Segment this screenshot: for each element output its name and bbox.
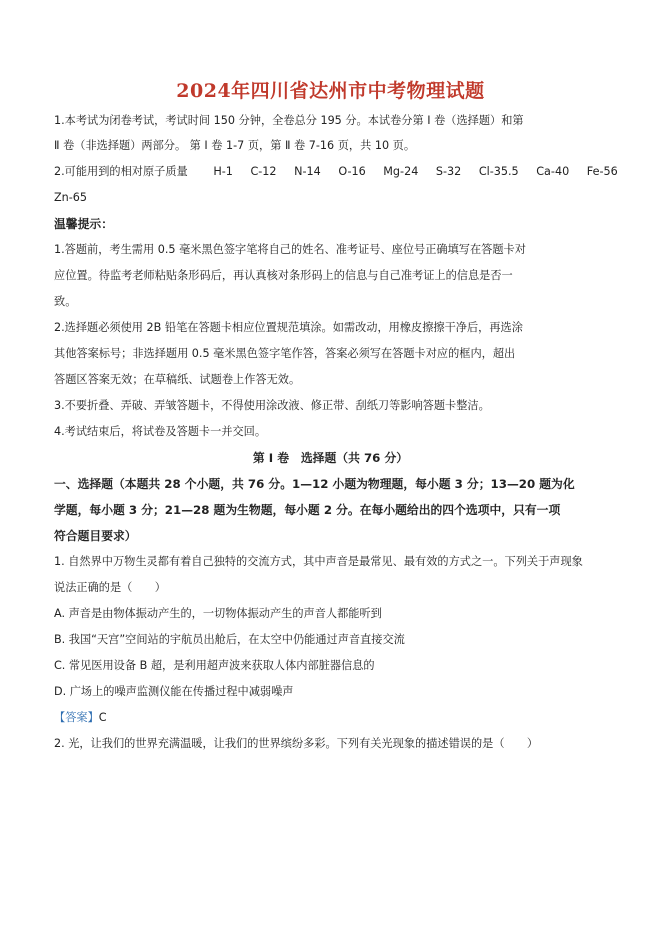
tip-line: 3.不要折叠、弄破、弄皱答题卡，不得使用涂改液、修正带、刮纸刀等影响答题卡整洁。 bbox=[54, 399, 490, 412]
answer-value: C bbox=[98, 711, 107, 724]
question-1-answer bbox=[54, 710, 614, 726]
tip-line: 4.考试结束后，将试卷及答题卡一并交回。 bbox=[54, 425, 267, 438]
question-1-stem: 说法正确的是（ ） bbox=[54, 581, 166, 594]
tip-line: 其他答案标号；非选择题用 0.5 毫米黑色签字笔作答，答案必须写在答题卡对应的框内，超出 bbox=[54, 347, 516, 360]
question-2-stem: 2. 光，让我们的世界充满温暖，让我们的世界缤纷多彩。下列有关光现象的描述错误的是（ ） bbox=[54, 737, 539, 750]
question-1-option-b: B. 我国“天宫”空间站的宇航员出舱后，在太空中仍能通过声音直接交流 bbox=[54, 633, 405, 646]
section-intro-line: 符合题目要求） bbox=[54, 529, 137, 543]
atomic-masses-line bbox=[54, 164, 618, 180]
section-intro-line: 学题，每小题 3 分；21—28 题为生物题，每小题 2 分。在每小题给出的四个选项中，只有一项 bbox=[54, 503, 561, 517]
question-1-option-d: D. 广场上的噪声监测仪能在传播过程中减弱噪声 bbox=[54, 685, 294, 698]
question-1-option-a: A. 声音是由物体振动产生的，一切物体振动产生的声音人都能听到 bbox=[54, 607, 382, 620]
tip-line: 2.选择题必须使用 2B 铅笔在答题卡相应位置规范填涂。如需改动，用橡皮擦擦干净后，再选涂 bbox=[54, 321, 523, 334]
atomic-mass-item: C-12 bbox=[250, 165, 277, 178]
atomic-mass-item: N-14 bbox=[294, 165, 321, 178]
tip-line: 致。 bbox=[54, 295, 77, 308]
tip-line: 应位置。待监考老师粘贴条形码后，再认真核对条形码上的信息与自己准考证上的信息是否一 bbox=[54, 269, 513, 282]
atomic-mass-item: S-32 bbox=[435, 165, 462, 178]
note-line-2: Ⅱ 卷（非选择题）两部分。 第 Ⅰ 卷 1-7 页，第 Ⅱ 卷 7-16 页，共 10 页。 bbox=[54, 139, 416, 152]
atomic-mass-item: Fe-56 bbox=[586, 165, 618, 178]
page-title: 2024年四川省达州市中考物理试题 bbox=[176, 80, 485, 102]
section-title: 第 Ⅰ 卷 选择题（共 76 分） bbox=[252, 451, 409, 465]
answer-tag: 【答案】 bbox=[54, 711, 99, 724]
atomic-mass-item: Cl-35.5 bbox=[478, 165, 519, 178]
tip-line: 1.答题前，考生需用 0.5 毫米黑色签字笔将自己的姓名、准考证号、座位号正确填写在答题卡对 bbox=[54, 243, 526, 256]
atomic-mass-item: Ca-40 bbox=[536, 165, 570, 178]
atomic-mass-item: H-1 bbox=[213, 165, 233, 178]
tip-line: 答题区答案无效；在草稿纸、试题卷上作答无效。 bbox=[54, 373, 301, 386]
section-intro-line: 一、选择题（本题共 28 个小题，共 76 分。1—12 小题为物理题，每小题 3 分；13—20 题为化 bbox=[54, 477, 575, 491]
note-line-1: 1.本考试为闭卷考试，考试时间 150 分钟，全卷总分 195 分。本试卷分第 Ⅰ 卷（选择题）和第 bbox=[54, 114, 524, 127]
tips-heading: 温馨提示： bbox=[54, 217, 113, 231]
atomic-mass-item: Mg-24 bbox=[383, 165, 419, 178]
question-1-option-c: C. 常见医用设备 B 超，是利用超声波来获取人体内部脏器信息的 bbox=[54, 659, 375, 672]
atomic-mass-last: Zn-65 bbox=[54, 191, 88, 204]
question-1-stem: 1. 自然界中万物生灵都有着自己独特的交流方式，其中声音是最常见、最有效的方式之一。下列关于声现象 bbox=[54, 555, 583, 568]
atomic-mass-item: O-16 bbox=[338, 165, 366, 178]
atomic-masses-label: 2.可能用到的相对原子质量 bbox=[54, 165, 188, 178]
